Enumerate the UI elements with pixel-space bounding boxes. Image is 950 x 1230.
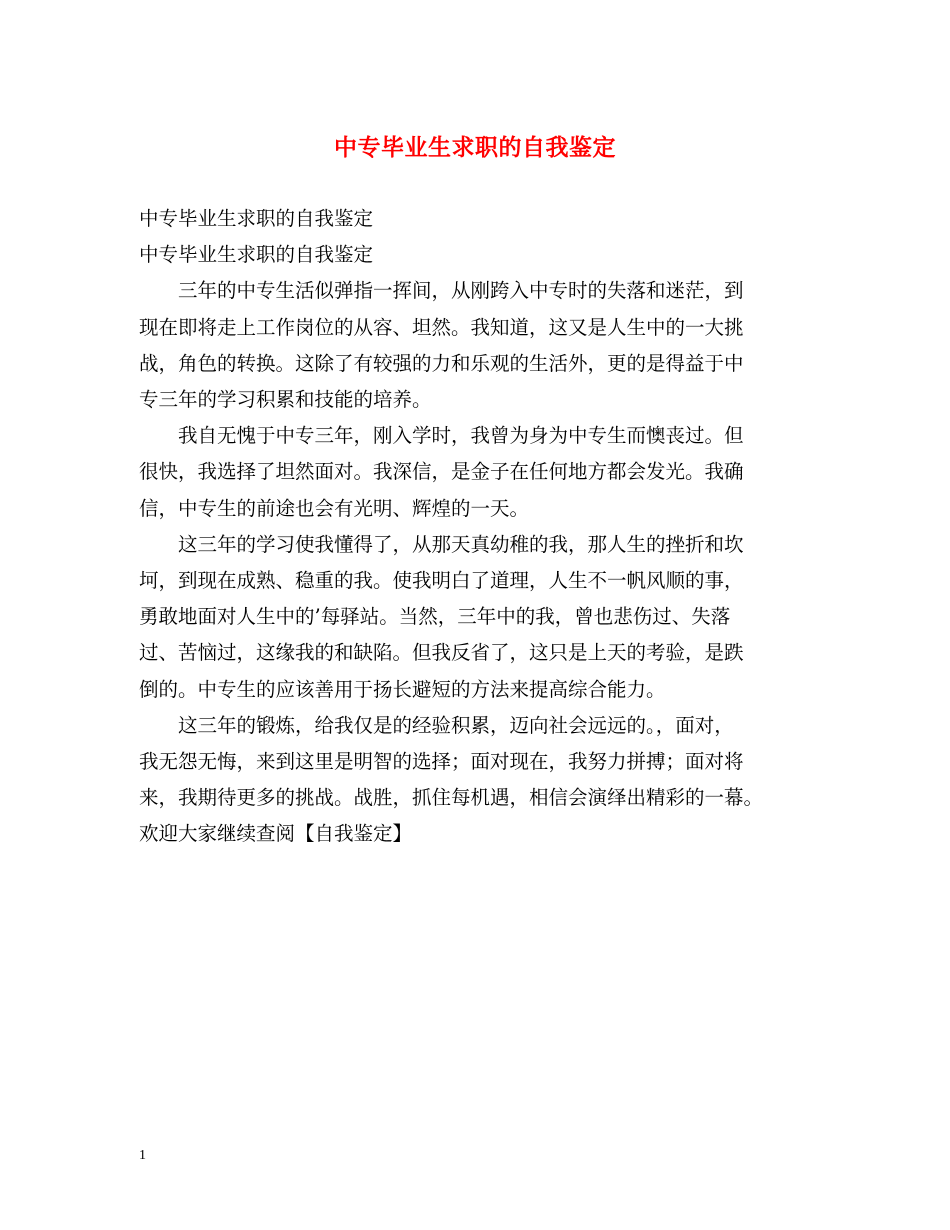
body-line: 这三年的学习使我懂得了，从那天真幼稚的我，那人生的挫折和坎 (139, 532, 744, 556)
body-line: 信，中专生的前途也会有光明、辉煌的一天。 (139, 496, 530, 520)
document-body (139, 201, 829, 853)
body-line: 过、苦恼过，这缘我的和缺陷。但我反省了，这只是上天的考验，是跌 (139, 641, 744, 665)
body-line: 中专毕业生求职的自我鉴定 (139, 243, 374, 267)
body-line: 现在即将走上工作岗位的从容、坦然。我知道，这又是人生中的一大挑 (139, 315, 744, 339)
page-number: 1 (139, 1148, 146, 1163)
body-line: 坷，到现在成熟、稳重的我。使我明白了道理，人生不一帆风顺的事， (139, 569, 744, 593)
body-line: 专三年的学习积累和技能的培养。 (139, 388, 432, 412)
body-line: 欢迎大家继续查阅【自我鉴定】 (139, 822, 413, 846)
body-line: 我无怨无悔，来到这里是明智的选择；面对现在，我努力拼搏；面对将 (139, 750, 744, 774)
body-line: 我自无愧于中专三年，刚入学时，我曾为身为中专生而懊丧过。但 (139, 424, 744, 448)
body-line: 很快，我选择了坦然面对。我深信，是金子在任何地方都会发光。我确 (139, 460, 744, 484)
body-line: 三年的中专生活似弹指一挥间，从刚跨入中专时的失落和迷茫，到 (139, 279, 744, 303)
body-line: 战，角色的转换。这除了有较强的力和乐观的生活外，更的是得益于中 (139, 351, 744, 375)
document-title: 中专毕业生求职的自我鉴定 (334, 134, 616, 161)
body-line: 中专毕业生求职的自我鉴定 (139, 207, 374, 230)
body-line: 倒的。中专生的应该善用于扬长避短的方法来提高综合能力。 (139, 677, 666, 701)
body-line: 勇敢地面对人生中的’每驿站。当然，三年中的我，曾也悲伤过、失落 (139, 605, 731, 629)
body-line: 来，我期待更多的挑战。战胜，抓住每机遇，相信会演绎出精彩的一幕。 (139, 786, 764, 810)
body-line: 这三年的锻炼，给我仅是的经验积累，迈向社会远远的。，面对， (139, 713, 734, 737)
